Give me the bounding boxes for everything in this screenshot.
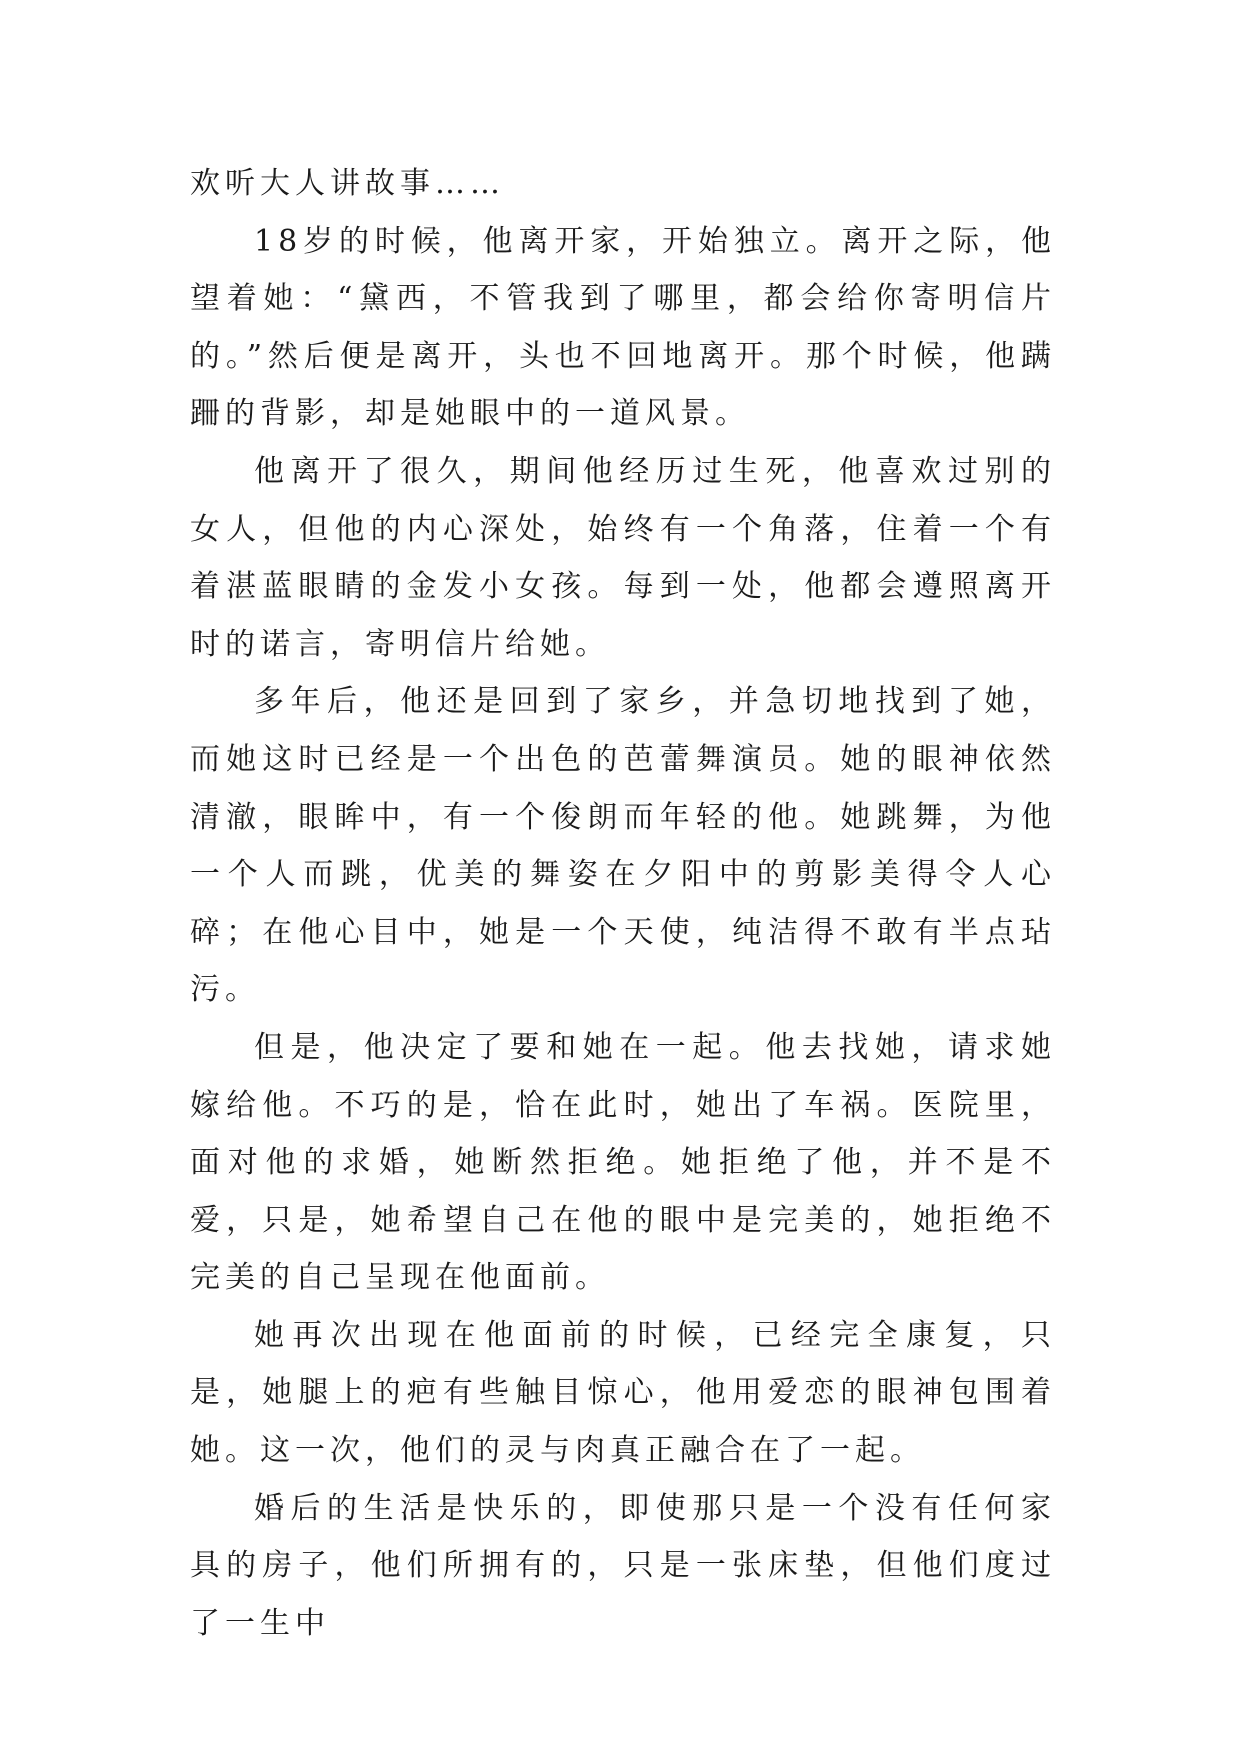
paragraph-5: 但是，他决定了要和她在一起。他去找她，请求她嫁给他。不巧的是，恰在此时，她出了车祸。医院里，面对他的求婚，她断然拒绝。她拒绝了他，并不是不爱，只是，她希望自己在他的眼中是完美的，她拒绝不完美的自己呈现在他面前。 (190, 1029, 1056, 1296)
paragraph-4: 多年后，他还是回到了家乡，并急切地找到了她，而她这时已经是一个出色的芭蕾舞演员。她的眼神依然清澈，眼眸中，有一个俊朗而年轻的他。她跳舞，为他一个人而跳，优美的舞姿在夕阳中的剪影美得令人心碎；在他心目中，她是一个天使，纯洁得不敢有半点玷污。 (190, 684, 1056, 1008)
document-body (190, 155, 1056, 1652)
paragraph-7: 婚后的生活是快乐的，即使那只是一个没有任何家具的房子，他们所拥有的，只是一张床垫，但他们度过了一生中 (190, 1490, 1056, 1641)
paragraph-1: 欢听大人讲故事…… (190, 166, 505, 201)
paragraph-3: 他离开了很久，期间他经历过生死，他喜欢过别的女人，但他的内心深处，始终有一个角落，住着一个有着湛蓝眼睛的金发小女孩。每到一处，他都会遵照离开时的诺言，寄明信片给她。 (190, 453, 1056, 662)
paragraph-2: 18岁的时候，他离开家，开始独立。离开之际，他望着她：“黛西，不管我到了哪里，都会给你寄明信片的。”然后便是离开，头也不回地离开。那个时候，他蹒跚的背影，却是她眼中的一道风景。 (190, 223, 1056, 432)
paragraph-6: 她再次出现在他面前的时候，已经完全康复，只是，她腿上的疤有些触目惊心，他用爱恋的眼神包围着她。这一次，他们的灵与肉真正融合在了一起。 (190, 1317, 1056, 1469)
